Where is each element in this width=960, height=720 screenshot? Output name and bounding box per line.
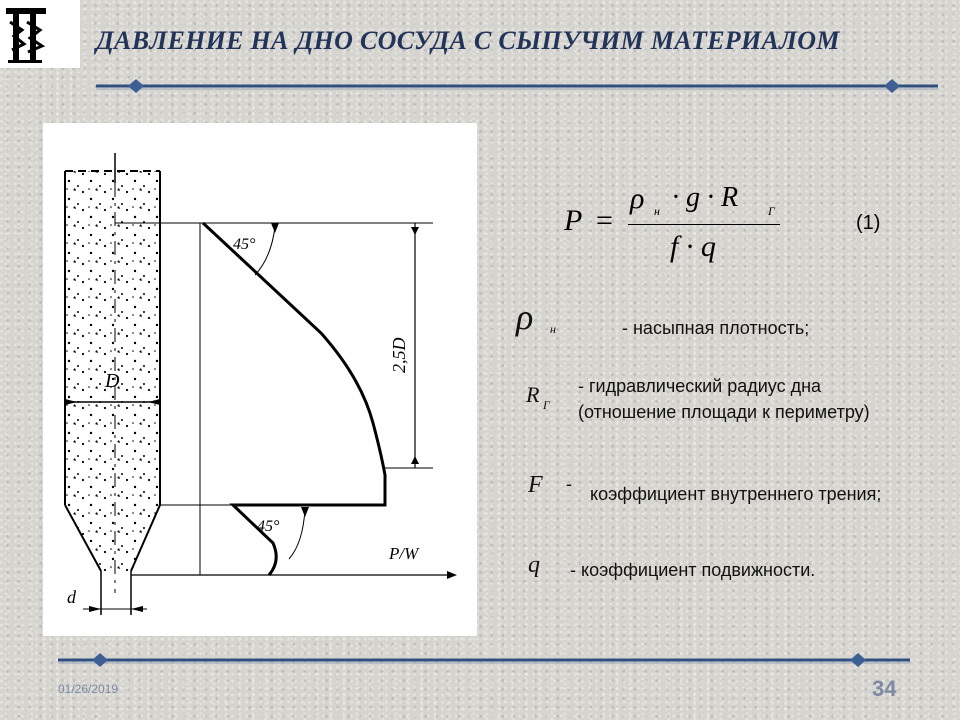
formula-r-subscript: Г <box>768 204 775 218</box>
angle-bottom-label: 45° <box>257 518 280 535</box>
silo-diagram-svg <box>43 123 477 636</box>
diameter-label: D <box>105 370 120 392</box>
axis-label: P/W <box>389 544 419 563</box>
definition-hydraulic-radius: - гидравлический радиус дна <box>578 376 822 396</box>
university-logo <box>0 0 80 68</box>
friction-dash: - <box>566 474 572 494</box>
definition-density: - насыпная плотность; <box>622 318 810 338</box>
diamond-icon <box>128 79 144 93</box>
outlet-diameter-label: d <box>67 587 76 607</box>
formula-numerator-rest: · g · R <box>672 182 739 213</box>
rho-subscript: н <box>550 322 556 336</box>
formula-denominator: f · q <box>670 230 716 263</box>
logo-emblem-icon <box>0 0 80 68</box>
formula-rho-subscript: н <box>654 204 660 218</box>
page-title: ДАВЛЕНИЕ НА ДНО СОСУДА С СЫПУЧИМ МАТЕРИАЛОМ <box>96 26 840 55</box>
definition-hydraulic-radius-note: (отношение площади к периметру) <box>578 402 870 422</box>
friction-symbol: F <box>528 472 543 498</box>
fraction-bar <box>628 224 780 225</box>
height-dimension-label: 2,5D <box>389 337 409 373</box>
footer-date: 01/26/2019 <box>58 682 119 696</box>
bottom-rule-divider <box>54 650 914 670</box>
rho-symbol: ρ <box>516 297 534 337</box>
pressure-formula <box>560 182 800 272</box>
top-rule-divider <box>92 76 942 96</box>
pressure-curve <box>203 223 385 575</box>
formula-lhs: P <box>564 204 583 237</box>
diamond-icon <box>92 653 108 667</box>
radius-symbol: R <box>526 382 540 407</box>
slide-number: 34 <box>872 676 897 701</box>
formula-equals: = <box>596 204 613 237</box>
diamond-icon <box>884 79 900 93</box>
radius-subscript: Г <box>543 398 550 412</box>
mobility-symbol: q <box>528 552 540 578</box>
silo-pressure-diagram <box>43 123 477 636</box>
equation-number: (1) <box>856 212 881 234</box>
angle-top-label: 45° <box>233 236 256 253</box>
definition-mobility: - коэффициент подвижности. <box>570 560 816 580</box>
granular-material <box>65 171 160 505</box>
formula-rho: ρ <box>630 182 645 215</box>
definition-friction: коэффициент внутреннего трения; <box>590 484 882 504</box>
diamond-icon <box>850 653 866 667</box>
